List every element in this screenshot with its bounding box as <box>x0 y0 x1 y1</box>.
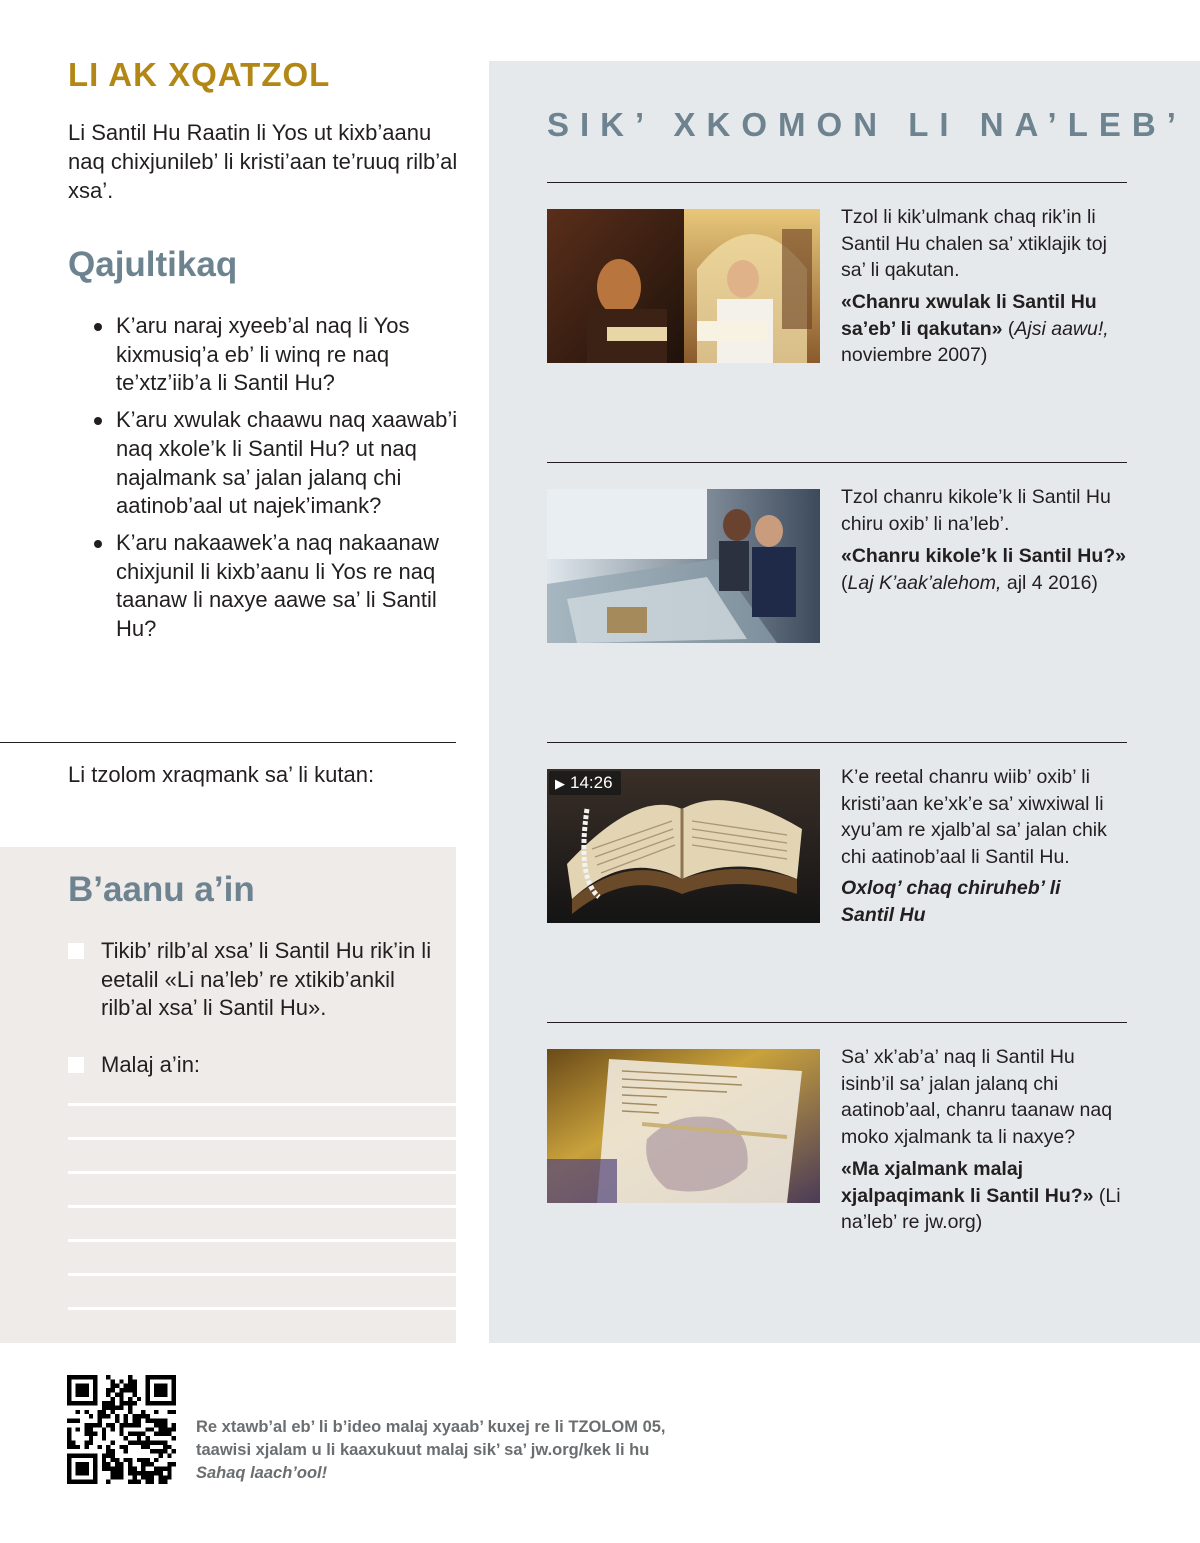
review-question: K’aru naraj xyeeb’al naq li Yos kixmusiq’a eb’ li winq re naq te’xtz’iib’a li Santil Hu? <box>94 312 459 398</box>
publication-name: (Li na’leb’ re jw.org) <box>841 1184 1121 1233</box>
article-title[interactable]: «Ma xjalmank malaj xjalpaqimank li Santil Hu?» <box>841 1158 1094 1207</box>
item-description: Tzol li kik’ulmank chaq rik’in li Santil Hu chalen sa’ xtiklajik toj sa’ li qakutan. <box>841 206 1107 281</box>
qr-code[interactable] <box>67 1375 176 1484</box>
writing-line[interactable] <box>68 1307 456 1310</box>
goal-heading: B’aanu a’in <box>68 870 255 909</box>
goal-item-text: Tikib’ rilb’al xsa’ li Santil Hu rik’in li eetalil «Li na’leb’ re xtikib’ankil rilb’al xsa’ li Santil Hu». <box>101 938 432 1021</box>
summary-text: Li Santil Hu Raatin li Yos ut kixb’aanu naq chixjunileb’ li kristi’aan te’ruuq rilb’al xsa’. <box>68 120 458 203</box>
goal-checkbox[interactable] <box>68 1057 84 1073</box>
article-reference[interactable] <box>841 1156 1131 1236</box>
item-divider <box>547 1022 1127 1023</box>
article-thumbnail[interactable] <box>547 1049 820 1203</box>
review-questions-list <box>94 312 459 652</box>
writing-line[interactable] <box>68 1103 456 1106</box>
writing-line[interactable] <box>68 1239 456 1242</box>
learned-today-label: Li tzolom xraqmank sa’ li kutan: <box>68 762 375 787</box>
item-divider <box>547 182 1127 183</box>
footer-note <box>196 1416 756 1485</box>
publication-name: Ajsi aawu!, <box>1014 317 1109 340</box>
writing-line[interactable] <box>68 1171 456 1174</box>
writing-line[interactable] <box>68 1273 456 1276</box>
video-duration: 14:26 <box>570 773 613 792</box>
article-thumbnail[interactable] <box>547 209 820 363</box>
footer-line-2: taawisi xjalam u li kaaxukuut malaj sik’ sa’ jw.org/kek li hu <box>196 1441 650 1459</box>
footer-line-1: Re xtawb’al eb’ li b’ideo malaj xyaab’ kuxej re li TZOLOM 05, <box>196 1418 666 1436</box>
article-reference[interactable] <box>841 543 1131 596</box>
video-duration-badge <box>549 771 621 795</box>
writing-line[interactable] <box>68 1205 456 1208</box>
summary-heading: LI AK XQATZOL <box>68 56 331 93</box>
publication-name: Laj K’aak’alehom, <box>847 571 1002 594</box>
article-title[interactable]: «Chanru xwulak li Santil Hu sa’eb’ li qakutan» <box>841 291 1097 340</box>
review-heading: Qajultikaq <box>68 245 238 284</box>
publication-date: ajl 4 2016) <box>1001 571 1098 594</box>
review-question: K’aru xwulak chaawu naq xaawab’i naq xkole’k li Santil Hu? ut naq najalmank sa’ jalan jalanq chi aatinob’aal ut najek’imank? <box>94 406 459 521</box>
item-divider <box>547 462 1127 463</box>
divider <box>0 742 456 743</box>
publication-date: noviembre 2007) <box>841 344 988 366</box>
writing-line[interactable] <box>68 1137 456 1140</box>
review-question: K’aru nakaawek’a naq nakaanaw chixjunil li kixb’aanu li Yos re naq taanaw li naxye aawe sa’ li Santil Hu? <box>94 529 459 644</box>
article-thumbnail[interactable] <box>547 489 820 643</box>
item-divider <box>547 742 1127 743</box>
footer-line-3: Sahaq laach’ool! <box>196 1464 328 1482</box>
article-reference[interactable] <box>841 289 1131 369</box>
goal-panel <box>0 847 456 1343</box>
article-title[interactable]: «Chanru kikole’k li Santil Hu?» <box>841 545 1126 567</box>
video-title[interactable] <box>841 875 1071 928</box>
play-icon: ▶ <box>555 776 565 791</box>
goal-item <box>68 937 438 1023</box>
video-title-text[interactable]: Oxloq’ chaq chiruheb’ li Santil Hu <box>841 877 1061 926</box>
reference-paren: ( <box>1002 317 1015 340</box>
goal-item <box>68 1051 438 1080</box>
item-description: K’e reetal chanru wiib’ oxib’ li kristi’aan ke’xk’e sa’ xiwxiwal li xyu’am re xjalb’al sa’ jalan chik chi aatinob’aal li Santil Hu. <box>841 766 1107 868</box>
more-info-heading: SIK’ XKOMON LI NA’LEB’ <box>547 106 1187 143</box>
item-description: Tzol chanru kikole’k li Santil Hu chiru oxib’ li na’leb’. <box>841 486 1111 535</box>
goal-item-text: Malaj a’in: <box>101 1052 201 1077</box>
goal-checkbox[interactable] <box>68 943 84 959</box>
item-description: Sa’ xk’ab’a’ naq li Santil Hu isinb’il sa’ jalan jalanq chi aatinob’aal, chanru taanaw naq moko xjalmank ta li naxye? <box>841 1046 1113 1148</box>
reference-paren: ( <box>841 571 848 594</box>
